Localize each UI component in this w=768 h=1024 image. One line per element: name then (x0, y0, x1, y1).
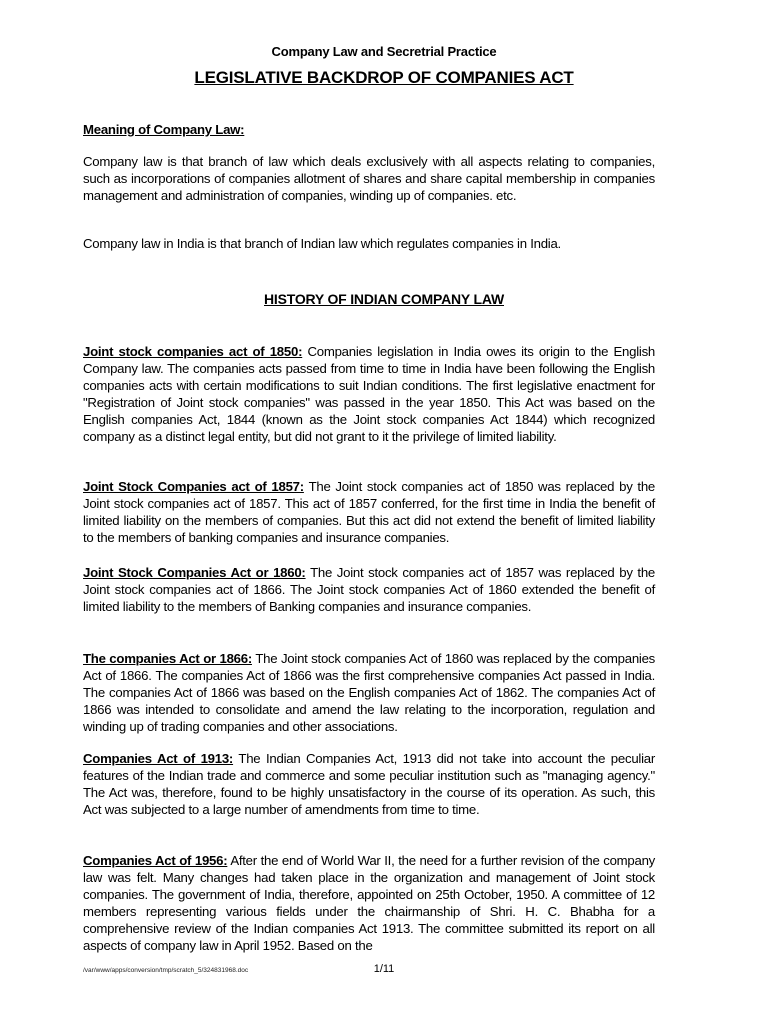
act-text: The Joint stock companies act of 1857 was replaced by the Joint stock companies act of 1866. The Joint stock companies Act of 1860 extended the benefit of limited liability to the members of Banking companies and insurance companies. (83, 565, 655, 614)
act-label: Joint Stock Companies act of 1857: (83, 479, 304, 494)
act-text: The Joint stock companies Act of 1860 was replaced by the companies Act of 1866. The companies Act of 1866 was the first comprehensive companies Act passed in India. The companies Act of 1866 was based on the English companies Act of 1862. The companies Act of 1866 was intended to consolidate and amend the law relating to the incorporation, regulation and winding up of trading companies and other associations. (83, 651, 656, 734)
paragraph-text: Company law in India is that branch of Indian law which regulates companies in India. (83, 236, 561, 251)
act-text: The Joint stock companies act of 1850 was replaced by the Joint stock companies act of 1857. This act of 1857 conferred, for the first time in India the benefit of limited liability on the members of companies. But this act did not extend the benefit of limited liability to the members of banking companies and insurance companies. (83, 479, 655, 545)
meaning-heading: Meaning of Company Law: (83, 122, 245, 137)
act-paragraph-1857 (83, 479, 655, 547)
act-paragraph-1866 (83, 651, 655, 736)
act-label: The companies Act or 1866: (83, 651, 252, 666)
act-text: After the end of World War II, the need for a further revision of the company law was felt. Many changes had taken place in the organization and management of Joint stock companies. The government of India, therefore, appointed on 25th October, 1950. A committee of 12 members representing various fields under the chairmanship of Shri. H. C. Bhabha for a comprehensive review of the Indian companies Act 1913. The committee submitted its report on all aspects of company law in April 1952. Based on the (83, 853, 655, 953)
course-title: Company Law and Secretrial Practice (271, 44, 497, 59)
act-paragraph-1850 (83, 344, 655, 445)
paragraph-text: Company law is that branch of law which deals exclusively with all aspects relating to companies, such as incorporations of companies allotment of shares and share capital membership in companies management and administration of companies, winding up of companies. etc. (83, 154, 655, 203)
history-heading: HISTORY OF INDIAN COMPANY LAW (264, 291, 504, 307)
page-number: 1/11 (373, 963, 395, 975)
act-label: Companies Act of 1956: (83, 853, 228, 868)
meaning-heading-block (83, 122, 655, 139)
act-label: Companies Act of 1913: (83, 751, 234, 766)
act-text: The Indian Companies Act, 1913 did not take into account the peculiar features of the Indian trade and commerce and some peculiar institution such as "managing agency." The Act was, therefore, found to be highly unsatisfactory in the course of its operation. As such, this Act was subjected to a large number of amendments from time to time. (83, 751, 655, 817)
act-label: Joint Stock Companies Act or 1860: (83, 565, 306, 580)
document-title: LEGISLATIVE BACKDROP OF COMPANIES ACT (194, 68, 574, 87)
act-text: Companies legislation in India owes its origin to the English Company law. The companies acts passed from time to time in India have been following the English companies acts with certain modifications to suit Indian conditions. The first legislative enactment for "Registration of Joint stock companies" was passed in the year 1850. This Act was based on the English companies Act, 1844 (known as the Joint stock companies Act 1844) which recognized company as a distinct legal entity, but did not grant to it the privilege of limited liability. (83, 344, 656, 444)
act-paragraph-1956 (83, 853, 655, 954)
act-paragraph-1860 (83, 565, 655, 616)
act-label: Joint stock companies act of 1850: (83, 344, 303, 359)
footer-file-path: /var/www/apps/conversion/tmp/scratch_5/324831968.doc (83, 967, 249, 974)
meaning-paragraph-1 (83, 154, 655, 205)
meaning-paragraph-2 (83, 236, 655, 253)
act-paragraph-1913 (83, 751, 655, 819)
